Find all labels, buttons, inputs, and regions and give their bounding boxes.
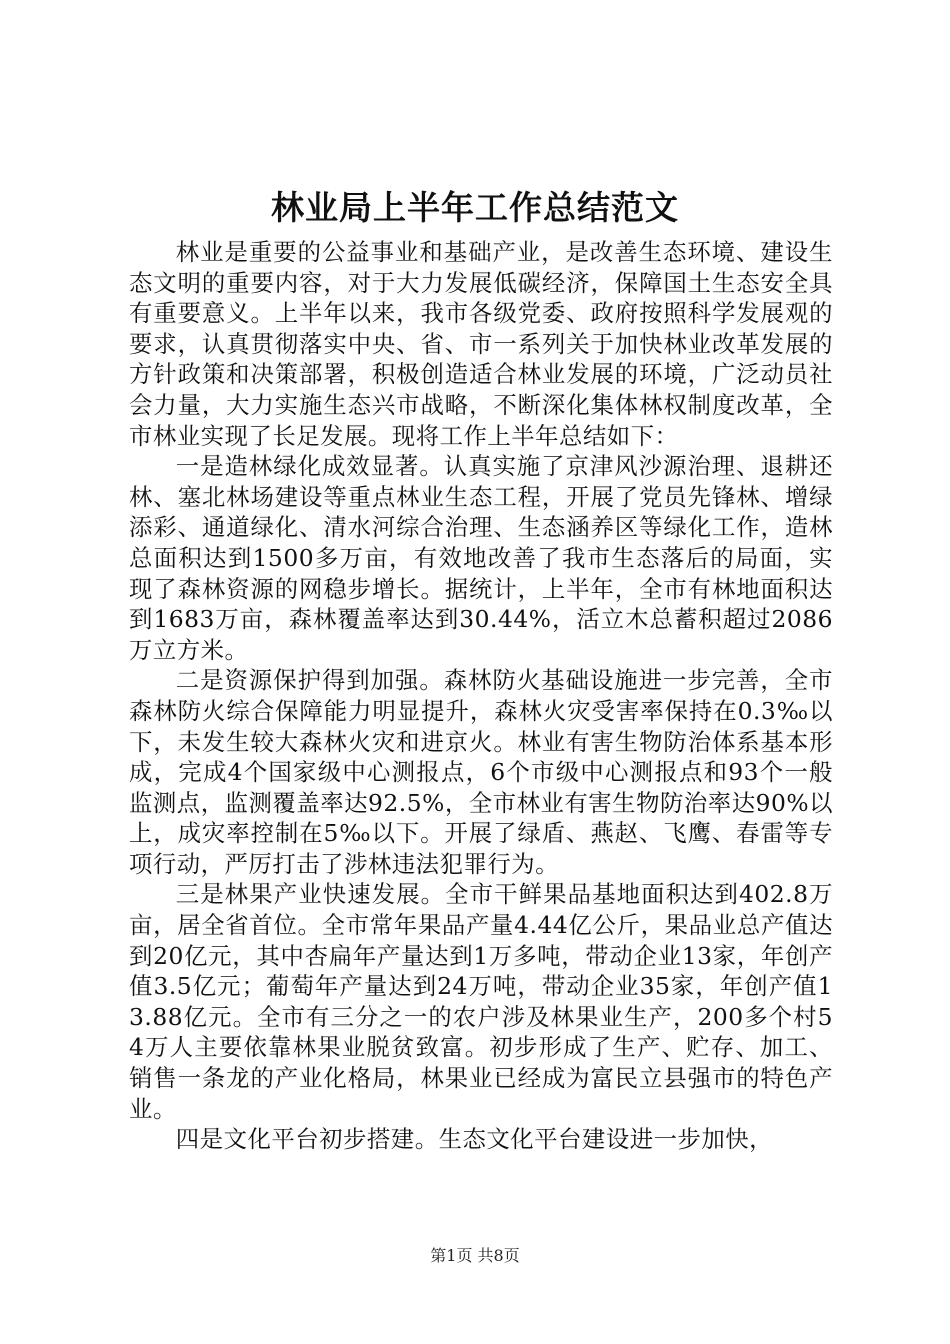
paragraph-culture-platform: 四是文化平台初步搭建。生态文化平台建设进一步加快， bbox=[175, 1125, 774, 1154]
paragraph-resource-protection: 二是资源保护得到加强。森林防火基础设施进一步完善，全市森林防火综合保障能力明显提升，森林火灾受害率保持在0.3‰以下，未发生较大森林火灾和进京火。林业有害生物防治体系基本形成，完成4个国家级中心测报点，6个市级中心测报点和93个一般监测点，监测覆盖率达92.5%，全市林业有害生物防治率达90%以上，成灾率控制在5‰以下。开展了绿盾、燕赵、飞鹰、春雷等专项行动，严厉打击了涉林违法犯罪行为。 bbox=[129, 666, 833, 878]
paragraph-afforestation: 一是造林绿化成效显著。认真实施了京津风沙源治理、退耕还林、塞北林场建设等重点林业生态工程，开展了党员先锋林、增绿添彩、通道绿化、清水河综合治理、生态涵养区等绿化工作，造林总面积达到1500多万亩，有效地改善了我市生态落后的局面，实现了森林资源的网稳步增长。据统计，上半年，全市有林地面积达到1683万亩，森林覆盖率达到30.44%，活立木总蓄积超过2086万立方米。 bbox=[129, 452, 833, 664]
page-number-footer: 第1页 共8页 bbox=[430, 1246, 520, 1265]
paragraph-fruit-industry: 三是林果产业快速发展。全市干鲜果品基地面积达到402.8万亩，居全省首位。全市常年果品产量4.44亿公斤，果品业总产值达到20亿元，其中杏扁年产量达到1万多吨，带动企业13家，年创产值3.5亿元；葡萄年产量达到24万吨，带动企业35家，年创产值13.88亿元。全市有三分之一的农户涉及林果业生产，200多个村54万人主要依靠林果业脱贫致富。初步形成了生产、贮存、加工、销售一条龙的产业化格局，林果业已经成为富民立县强市的特色产业。 bbox=[129, 880, 833, 1123]
document-title: 林业局上半年工作总结范文 bbox=[271, 188, 679, 227]
paragraph-intro: 林业是重要的公益事业和基础产业，是改善生态环境、建设生态文明的重要内容，对于大力发展低碳经济，保障国土生态安全具有重要意义。上半年以来，我市各级党委、政府按照科学发展观的要求，认真贯彻落实中央、省、市一系列关于加快林业改革发展的方针政策和决策部署，积极创造适合林业发展的环境，广泛动员社会力量，大力实施生态兴市战略，不断深化集体林权制度改革，全市林业实现了长足发展。现将工作上半年总结如下： bbox=[129, 238, 833, 450]
document-body bbox=[129, 237, 833, 1155]
